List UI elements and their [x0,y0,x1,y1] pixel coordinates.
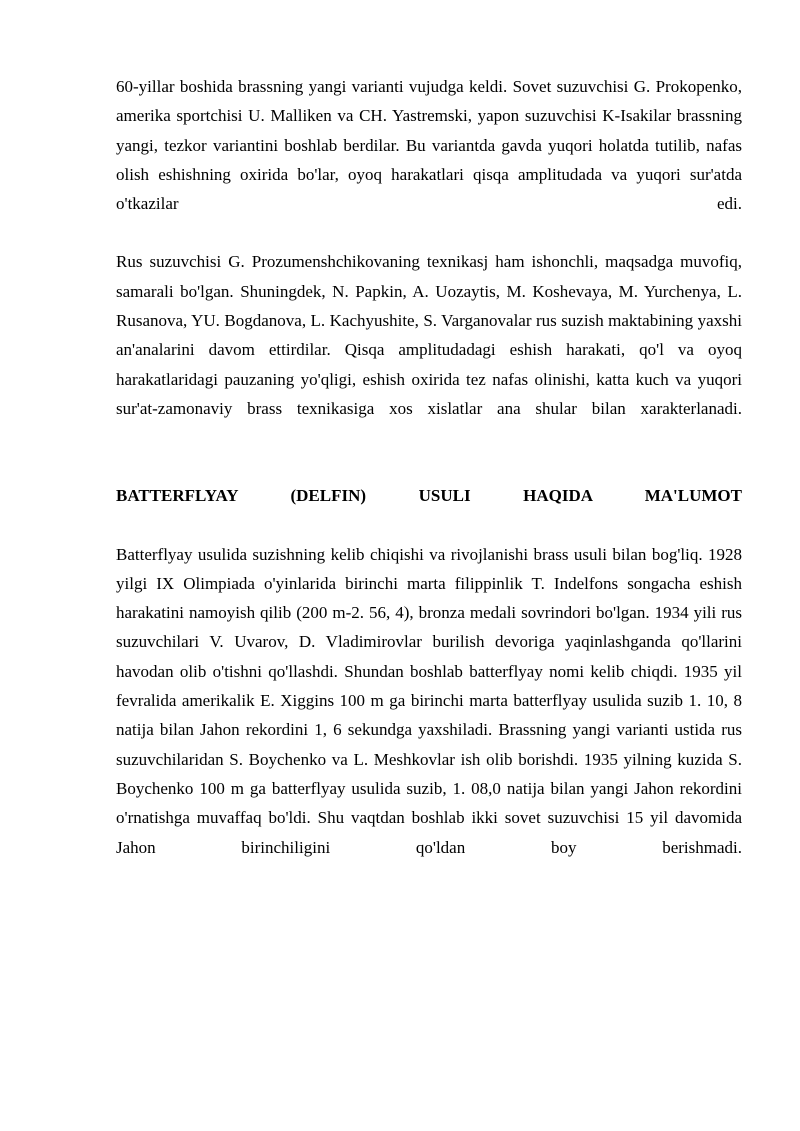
paragraph-brass-variant: 60-yillar boshida brassning yangi varianti vujudga keldi. Sovet suzuvchisi G. Prokopenko, amerika sportchisi U. Malliken va CH. Yastremski, yapon suzuvchisi K-Isakilar brassning yangi, tezkor variantini boshlab berdilar. Bu variantda gavda yuqori holatda tutilib, nafas olish eshishning oxirida bo'lar, oyoq harakatlari qisqa amplitudada va yuqori sur'atda o'tkazilar edi. [116,77,742,214]
paragraph-russian-swimmers: Rus suzuvchisi G. Prozumenshchikovaning texnikasj ham ishonchli, maqsadga muvofiq, samarali bo'lgan. Shuningdek, N. Papkin, A. Uozaytis, M. Koshevaya, M. Yurchenya, L. Rusanova, YU. Bogdanova, L. Kachyushite, S. Varganovalar rus suzish maktabining yaxshi an'analarini davom ettirdilar. Qisqa amplitudadagi eshish harakati, qo'l va oyoq harakatlaridagi pauzaning yo'qligi, eshish oxirida tez nafas olinishi, katta kuch va yuqori sur'at-zamonaviy brass texnikasiga xos xislatlar ana shular bilan xarakterlanadi. [116,252,742,418]
paragraph-butterfly-history: Batterflyay usulida suzishning kelib chiqishi va rivojlanishi brass usuli bilan bog'liq. 1928 yilgi IX Olimpiada o'yinlarida birinchi marta filippinlik T. Indelfons songacha eshish harakatini namoyish qilib (200 m-2. 56, 4), bronza medali sovrindori bo'lgan. 1934 yili rus suzuvchilari V. Uvarov, D. Vladimirovlar burilish devoriga yaqinlashganda qo'llarini havodan olib o'tishni qo'llashdi. Shundan boshlab batterflyay nomi kelib chiqdi. 1935 yil fevralida amerikalik E. Xiggins 100 m ga birinchi marta batterflyay usulida suzib 1. 10, 8 natija bilan Jahon rekordini 1, 6 sekundga yaxshiladi. Brassning yangi varianti ustida rus suzuvchilaridan S. Boychenko va L. Meshkovlar ish olib borishdi. 1935 yilning kuzida S. Boychenko 100 m ga batterflyay usulida suzib, 1. 08,0 natija bilan yangi Jahon rekordini o'rnatishga muvaffaq bo'ldi. Shu vaqtdan boshlab ikki sovet suzuvchisi 15 yil davomida Jahon birinchiligini qo'ldan boy berishmadi. [116,544,742,857]
section-heading: BATTERFLYAY (DELFIN) USULI HAQIDA MA'LUMOT [116,486,742,506]
document-page [116,72,742,862]
